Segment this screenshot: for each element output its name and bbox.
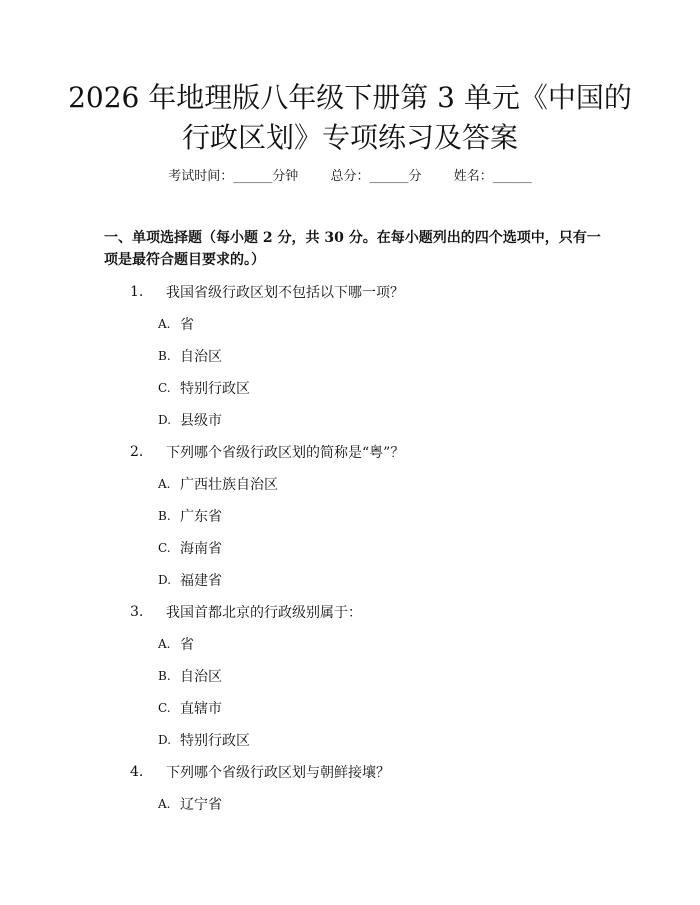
option-text: 省 bbox=[180, 637, 194, 653]
option-d bbox=[0, 564, 700, 596]
option-text: 特别行政区 bbox=[180, 381, 250, 397]
question-number: 2. bbox=[130, 444, 144, 460]
option-text: 广东省 bbox=[180, 509, 222, 525]
question-text: 下列哪个省级行政区划的简称是“粤”？ bbox=[166, 445, 405, 461]
question-2 bbox=[0, 436, 700, 596]
exam-time-field: 考试时间：______分钟 bbox=[168, 169, 299, 184]
question-number: 4. bbox=[130, 764, 144, 780]
question-1 bbox=[0, 276, 700, 436]
option-a bbox=[0, 308, 700, 340]
option-a bbox=[0, 628, 700, 660]
question-text: 我国省级行政区划不包括以下哪一项？ bbox=[166, 285, 404, 301]
question-stem bbox=[0, 596, 700, 628]
question-3 bbox=[0, 596, 700, 756]
option-text: 特别行政区 bbox=[180, 733, 250, 749]
option-text: 福建省 bbox=[180, 573, 222, 589]
option-letter: B. bbox=[158, 669, 171, 683]
option-text: 自治区 bbox=[180, 349, 222, 365]
option-text: 县级市 bbox=[180, 413, 222, 429]
exam-meta bbox=[0, 168, 700, 186]
option-letter: C. bbox=[158, 701, 171, 715]
question-text: 我国首都北京的行政级别属于： bbox=[166, 605, 362, 621]
option-letter: A. bbox=[158, 317, 171, 331]
option-letter: B. bbox=[158, 509, 171, 523]
question-4 bbox=[0, 756, 700, 820]
option-letter: A. bbox=[158, 477, 171, 491]
option-d bbox=[0, 724, 700, 756]
question-stem bbox=[0, 436, 700, 468]
option-text: 自治区 bbox=[180, 669, 222, 685]
question-list bbox=[0, 276, 700, 820]
option-c bbox=[0, 372, 700, 404]
question-number: 3. bbox=[130, 604, 144, 620]
student-name-field: 姓名：______ bbox=[453, 169, 532, 184]
option-letter: D. bbox=[158, 733, 172, 747]
option-text: 广西壮族自治区 bbox=[180, 477, 278, 493]
document-title: 2026 年地理版八年级下册第 3 单元《中国的行政区划》专项练习及答案 bbox=[68, 81, 632, 154]
option-c bbox=[0, 692, 700, 724]
option-text: 省 bbox=[180, 317, 194, 333]
option-text: 海南省 bbox=[180, 541, 222, 557]
option-b bbox=[0, 500, 700, 532]
option-letter: A. bbox=[158, 637, 171, 651]
option-b bbox=[0, 660, 700, 692]
total-score-field: 总分：______分 bbox=[330, 169, 422, 184]
option-letter: A. bbox=[158, 797, 171, 811]
question-number: 1. bbox=[130, 284, 144, 300]
section-heading: 一、单项选择题（每小题 2 分，共 30 分。在每小题列出的四个选项中，只有一项是最符合题目要求的。） bbox=[104, 230, 601, 268]
option-text: 辽宁省 bbox=[180, 797, 222, 813]
option-letter: D. bbox=[158, 573, 172, 587]
option-d bbox=[0, 404, 700, 436]
option-letter: C. bbox=[158, 381, 171, 395]
option-b bbox=[0, 340, 700, 372]
option-a bbox=[0, 468, 700, 500]
option-letter: B. bbox=[158, 349, 171, 363]
option-a bbox=[0, 788, 700, 820]
question-stem bbox=[0, 276, 700, 308]
option-letter: D. bbox=[158, 413, 172, 427]
question-text: 下列哪个省级行政区划与朝鲜接壤？ bbox=[166, 765, 390, 781]
option-c bbox=[0, 532, 700, 564]
option-letter: C. bbox=[158, 541, 171, 555]
option-text: 直辖市 bbox=[180, 701, 222, 717]
question-stem bbox=[0, 756, 700, 788]
